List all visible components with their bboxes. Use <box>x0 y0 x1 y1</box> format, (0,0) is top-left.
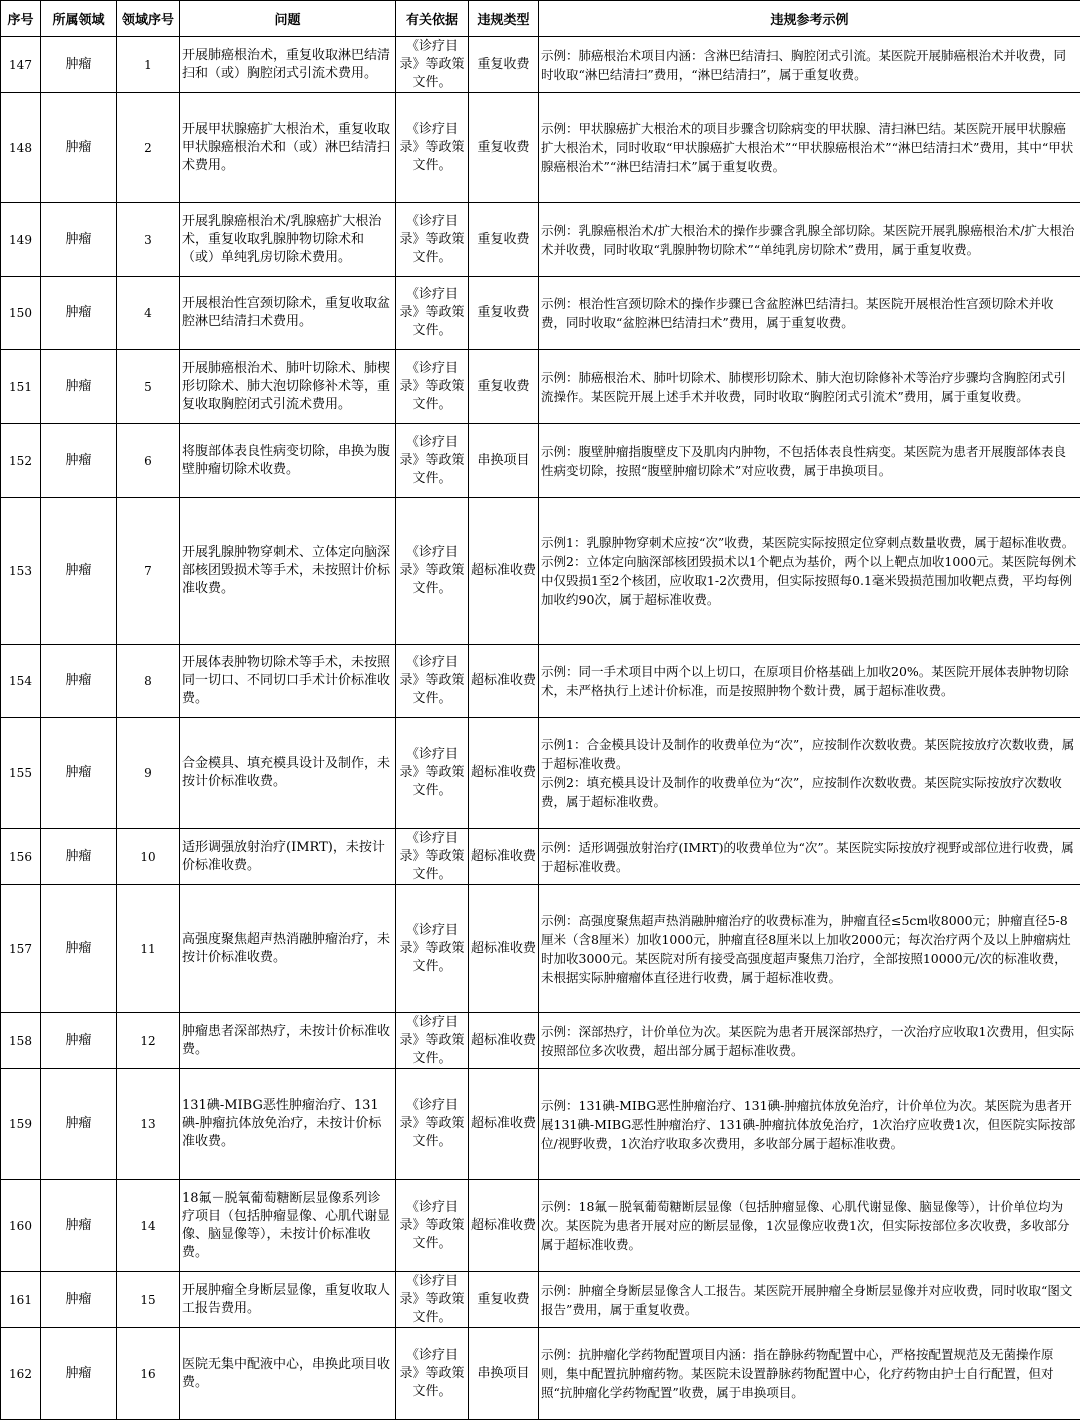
table-row <box>1 498 1080 645</box>
table-row <box>1 1328 1080 1420</box>
row-violation-type: 超标准收费 <box>469 885 539 1013</box>
row-basis: 《诊疗目录》等政策文件。 <box>396 37 469 93</box>
row-violation-type: 超标准收费 <box>469 645 539 718</box>
table-row <box>1 1272 1080 1328</box>
row-seq: 156 <box>1 829 41 885</box>
example-text: 示例：乳腺癌根治术/扩大根治术的操作步骤含乳腺全部切除。某医院开展乳腺癌根治术/扩大根治术并收费，同时收取“乳腺肿物切除术”“单纯乳房切除术”费用，属于重复收费。 <box>541 222 1075 257</box>
row-seq: 150 <box>1 277 41 350</box>
row-domain-seq: 8 <box>117 645 180 718</box>
row-violation-type: 超标准收费 <box>469 1180 539 1272</box>
row-problem: 开展根治性宫颈切除术，重复收取盆腔淋巴结清扫术费用。 <box>180 277 396 350</box>
row-basis: 《诊疗目录》等政策文件。 <box>396 1180 469 1272</box>
row-domain: 肿瘤 <box>41 37 117 93</box>
example-text: 示例：抗肿瘤化学药物配置项目内涵：指在静脉药物配置中心，严格按配置规范及无菌操作原则，集中配置抗肿瘤药物。某医院未设置静脉药物配置中心，化疗药物由护士自行配置，但对照“抗肿瘤化学药物配置”收费，属于串换项目。 <box>541 1347 1054 1400</box>
row-problem: 医院无集中配液中心，串换此项目收费。 <box>180 1328 396 1420</box>
row-domain: 肿瘤 <box>41 1272 117 1328</box>
example-text: 示例：同一手术项目中两个以上切口，在原项目价格基础上加收20%。某医院开展体表肿物切除术，未严格执行上述计价标准，而是按照肿物个数计费，属于超标准收费。 <box>541 664 1069 698</box>
row-violation-type: 重复收费 <box>469 1272 539 1328</box>
row-basis: 《诊疗目录》等政策文件。 <box>396 829 469 885</box>
row-domain: 肿瘤 <box>41 93 117 203</box>
row-domain-seq: 12 <box>117 1013 180 1069</box>
row-basis: 《诊疗目录》等政策文件。 <box>396 1069 469 1180</box>
row-domain: 肿瘤 <box>41 277 117 350</box>
row-problem: 开展肺癌根治术，重复收取淋巴结清扫和（或）胸腔闭式引流术费用。 <box>180 37 396 93</box>
row-examples <box>539 1328 1080 1420</box>
row-domain-seq: 11 <box>117 885 180 1013</box>
example-text: 示例：肺癌根治术项目内涵：含淋巴结清扫、胸腔闭式引流。某医院开展肺癌根治术并收费，同时收取“淋巴结清扫”费用，“淋巴结清扫”，属于重复收费。 <box>541 47 1067 82</box>
header-domain: 所属领域 <box>41 1 117 37</box>
example-text: 示例：根治性宫颈切除术的操作步骤已含盆腔淋巴结清扫。某医院开展根治性宫颈切除术并收费，同时收取“盆腔淋巴结清扫术”费用，属于重复收费。 <box>541 296 1054 330</box>
row-violation-type: 串换项目 <box>469 424 539 498</box>
row-violation-type: 超标准收费 <box>469 829 539 885</box>
row-seq: 153 <box>1 498 41 645</box>
row-basis: 《诊疗目录》等政策文件。 <box>396 1328 469 1420</box>
row-basis: 《诊疗目录》等政策文件。 <box>396 718 469 829</box>
row-problem: 131碘-MIBG恶性肿瘤治疗、131碘-肿瘤抗体放免治疗，未按计价标准收费。 <box>180 1069 396 1180</box>
row-seq: 158 <box>1 1013 41 1069</box>
row-examples <box>539 1069 1080 1180</box>
example-text: 示例：甲状腺癌扩大根治术的项目步骤含切除病变的甲状腺、清扫淋巴结。某医院开展甲状腺癌扩大根治术，同时收取“甲状腺癌扩大根治术”“甲状腺癌根治术”“淋巴结清扫术”费用，其中“甲状腺癌根治术”“淋巴结清扫术”属于重复收费。 <box>541 121 1074 174</box>
row-violation-type: 重复收费 <box>469 203 539 277</box>
row-examples <box>539 93 1080 203</box>
row-problem: 开展乳腺肿物穿刺术、立体定向脑深部核团毁损术等手术，未按照计价标准收费。 <box>180 498 396 645</box>
table-row <box>1 277 1080 350</box>
row-basis: 《诊疗目录》等政策文件。 <box>396 645 469 718</box>
row-basis: 《诊疗目录》等政策文件。 <box>396 350 469 424</box>
table-row <box>1 93 1080 203</box>
row-examples <box>539 1180 1080 1272</box>
row-violation-type: 超标准收费 <box>469 498 539 645</box>
row-domain: 肿瘤 <box>41 718 117 829</box>
example-text: 示例：18氟－脱氧葡萄糖断层显像（包括肿瘤显像、心肌代谢显像、脑显像等），计价单位均为次。某医院为患者开展对应的断层显像，1次显像应收费1次，但实际按部位多次收费，多收部分属于超标准收费。 <box>541 1199 1070 1252</box>
row-seq: 162 <box>1 1328 41 1420</box>
table-row <box>1 885 1080 1013</box>
header-basis: 有关依据 <box>396 1 469 37</box>
row-domain-seq: 3 <box>117 203 180 277</box>
row-examples <box>539 277 1080 350</box>
header-violation-type: 违规类型 <box>469 1 539 37</box>
row-problem: 合金模具、填充模具设计及制作，未按计价标准收费。 <box>180 718 396 829</box>
table-row <box>1 1013 1080 1069</box>
example-text: 示例：肺癌根治术、肺叶切除术、肺楔形切除术、肺大泡切除修补术等治疗步骤均含胸腔闭式引流操作。某医院开展上述手术并收费，同时收取“胸腔闭式引流术”费用，属于重复收费。 <box>541 369 1067 404</box>
row-basis: 《诊疗目录》等政策文件。 <box>396 424 469 498</box>
row-domain-seq: 4 <box>117 277 180 350</box>
row-examples <box>539 645 1080 718</box>
header-seq: 序号 <box>1 1 41 37</box>
row-seq: 160 <box>1 1180 41 1272</box>
header-problem: 问题 <box>180 1 396 37</box>
row-seq: 159 <box>1 1069 41 1180</box>
example-text: 示例：肿瘤全身断层显像含人工报告。某医院开展肿瘤全身断层显像并对应收费，同时收取“图文报告”费用，属于重复收费。 <box>541 1282 1073 1317</box>
row-examples <box>539 1013 1080 1069</box>
row-violation-type: 重复收费 <box>469 277 539 350</box>
row-seq: 152 <box>1 424 41 498</box>
header-examples: 违规参考示例 <box>539 1 1080 37</box>
table-row <box>1 718 1080 829</box>
row-domain: 肿瘤 <box>41 1069 117 1180</box>
row-examples <box>539 885 1080 1013</box>
example-text: 示例：适形调强放射治疗(IMRT)的收费单位为“次”。某医院实际按放疗视野或部位进行收费，属于超标准收费。 <box>541 839 1074 874</box>
row-examples <box>539 829 1080 885</box>
example-text: 示例：高强度聚焦超声热消融肿瘤治疗的收费标准为，肿瘤直径≤5cm收8000元；肿瘤直径5-8厘米（含8厘米）加收1000元，肿瘤直径8厘米以上加收2000元；每次治疗两个及以上肿瘤病灶时加收3000元。某医院对所有接受高强度超声聚焦刀治疗，全部按照10000元/次的标准收费，未根据实际肿瘤瘤体直径进行收费，属于超标准收费。 <box>541 912 1071 985</box>
row-problem: 肿瘤患者深部热疗，未按计价标准收费。 <box>180 1013 396 1069</box>
row-problem: 开展乳腺癌根治术/乳腺癌扩大根治术，重复收取乳腺肿物切除术和（或）单纯乳房切除术费用。 <box>180 203 396 277</box>
row-examples <box>539 350 1080 424</box>
row-basis: 《诊疗目录》等政策文件。 <box>396 277 469 350</box>
row-domain-seq: 13 <box>117 1069 180 1180</box>
row-domain-seq: 14 <box>117 1180 180 1272</box>
header-domain-seq: 领域序号 <box>117 1 180 37</box>
row-violation-type: 超标准收费 <box>469 1013 539 1069</box>
row-violation-type: 超标准收费 <box>469 718 539 829</box>
row-seq: 151 <box>1 350 41 424</box>
row-problem: 开展肺癌根治术、肺叶切除术、肺楔形切除术、肺大泡切除修补术等，重复收取胸腔闭式引流术费用。 <box>180 350 396 424</box>
row-domain: 肿瘤 <box>41 1180 117 1272</box>
row-seq: 148 <box>1 93 41 203</box>
example-text: 示例：131碘-MIBG恶性肿瘤治疗、131碘-肿瘤抗体放免治疗，计价单位为次。某医院为患者开展131碘-MIBG恶性肿瘤治疗、131碘-肿瘤抗体放免治疗，1次治疗应收费1次，但医院实际按部位/视野收费，1次治疗收取多次费用，多收部分属于超标准收费。 <box>541 1097 1076 1151</box>
row-domain: 肿瘤 <box>41 424 117 498</box>
row-problem: 将腹部体表良性病变切除，串换为腹壁肿瘤切除术收费。 <box>180 424 396 498</box>
row-violation-type: 超标准收费 <box>469 1069 539 1180</box>
row-domain: 肿瘤 <box>41 498 117 645</box>
row-domain-seq: 7 <box>117 498 180 645</box>
row-examples <box>539 1272 1080 1328</box>
row-domain-seq: 10 <box>117 829 180 885</box>
example-text: 示例2：立体定向脑深部核团毁损术以1个靶点为基价，两个以上靶点加收1000元。某医院每例术中仅毁损1至2个核团，应收取1-2次费用，但实际按照每0.1毫米毁损范围加收靶点费，平均每例加收约90次，属于超标准收费。 <box>541 554 1077 607</box>
row-domain: 肿瘤 <box>41 1328 117 1420</box>
row-domain-seq: 15 <box>117 1272 180 1328</box>
row-domain-seq: 1 <box>117 37 180 93</box>
table-row <box>1 1180 1080 1272</box>
row-examples <box>539 203 1080 277</box>
row-domain: 肿瘤 <box>41 203 117 277</box>
row-examples <box>539 498 1080 645</box>
row-violation-type: 重复收费 <box>469 37 539 93</box>
row-seq: 154 <box>1 645 41 718</box>
example-text: 示例1：乳腺肿物穿刺术应按“次”收费，某医院实际按照定位穿刺点数量收费，属于超标准收费。 <box>541 535 1075 550</box>
row-domain-seq: 2 <box>117 93 180 203</box>
row-basis: 《诊疗目录》等政策文件。 <box>396 885 469 1013</box>
row-violation-type: 重复收费 <box>469 350 539 424</box>
table-row <box>1 350 1080 424</box>
row-basis: 《诊疗目录》等政策文件。 <box>396 93 469 203</box>
row-problem: 高强度聚焦超声热消融肿瘤治疗，未按计价标准收费。 <box>180 885 396 1013</box>
table-body <box>1 37 1080 1420</box>
table-row <box>1 1069 1080 1180</box>
example-text: 示例1：合金模具设计及制作的收费单位为“次”，应按制作次数收费。某医院按放疗次数收费，属于超标准收费。 <box>541 737 1075 771</box>
row-seq: 161 <box>1 1272 41 1328</box>
row-basis: 《诊疗目录》等政策文件。 <box>396 498 469 645</box>
row-domain: 肿瘤 <box>41 829 117 885</box>
example-text: 示例：深部热疗，计价单位为次。某医院为患者开展深部热疗，一次治疗应收取1次费用，但实际按照部位多次收费，超出部分属于超标准收费。 <box>541 1023 1074 1058</box>
header-row <box>1 1 1080 37</box>
row-seq: 155 <box>1 718 41 829</box>
row-problem: 开展体表肿物切除术等手术，未按照同一切口、不同切口手术计价标准收费。 <box>180 645 396 718</box>
table-row <box>1 645 1080 718</box>
row-problem: 18氟－脱氧葡萄糖断层显像系列诊疗项目（包括肿瘤显像、心肌代谢显像、脑显像等），未按计价标准收费。 <box>180 1180 396 1272</box>
row-basis: 《诊疗目录》等政策文件。 <box>396 203 469 277</box>
table-row <box>1 203 1080 277</box>
row-violation-type: 重复收费 <box>469 93 539 203</box>
row-domain: 肿瘤 <box>41 885 117 1013</box>
example-text: 示例2：填充模具设计及制作的收费单位为“次”，应按制作次数收费。某医院实际按放疗次数收费，属于超标准收费。 <box>541 775 1062 809</box>
row-examples <box>539 718 1080 829</box>
row-examples <box>539 37 1080 93</box>
row-seq: 147 <box>1 37 41 93</box>
row-problem: 开展甲状腺癌扩大根治术，重复收取甲状腺癌根治术和（或）淋巴结清扫术费用。 <box>180 93 396 203</box>
row-domain-seq: 16 <box>117 1328 180 1420</box>
table-row <box>1 424 1080 498</box>
example-text: 示例：腹壁肿瘤指腹壁皮下及肌肉内肿物，不包括体表良性病变。某医院为患者开展腹部体表良性病变切除，按照“腹壁肿瘤切除术”对应收费，属于串换项目。 <box>541 443 1067 478</box>
row-domain-seq: 5 <box>117 350 180 424</box>
row-basis: 《诊疗目录》等政策文件。 <box>396 1272 469 1328</box>
table-row <box>1 829 1080 885</box>
row-domain-seq: 9 <box>117 718 180 829</box>
row-examples <box>539 424 1080 498</box>
row-domain: 肿瘤 <box>41 645 117 718</box>
row-seq: 149 <box>1 203 41 277</box>
row-basis: 《诊疗目录》等政策文件。 <box>396 1013 469 1069</box>
row-problem: 开展肿瘤全身断层显像，重复收取人工报告费用。 <box>180 1272 396 1328</box>
row-domain: 肿瘤 <box>41 350 117 424</box>
row-problem: 适形调强放射治疗(IMRT)，未按计价标准收费。 <box>180 829 396 885</box>
row-domain: 肿瘤 <box>41 1013 117 1069</box>
row-domain-seq: 6 <box>117 424 180 498</box>
table-row <box>1 37 1080 93</box>
row-seq: 157 <box>1 885 41 1013</box>
row-violation-type: 串换项目 <box>469 1328 539 1420</box>
